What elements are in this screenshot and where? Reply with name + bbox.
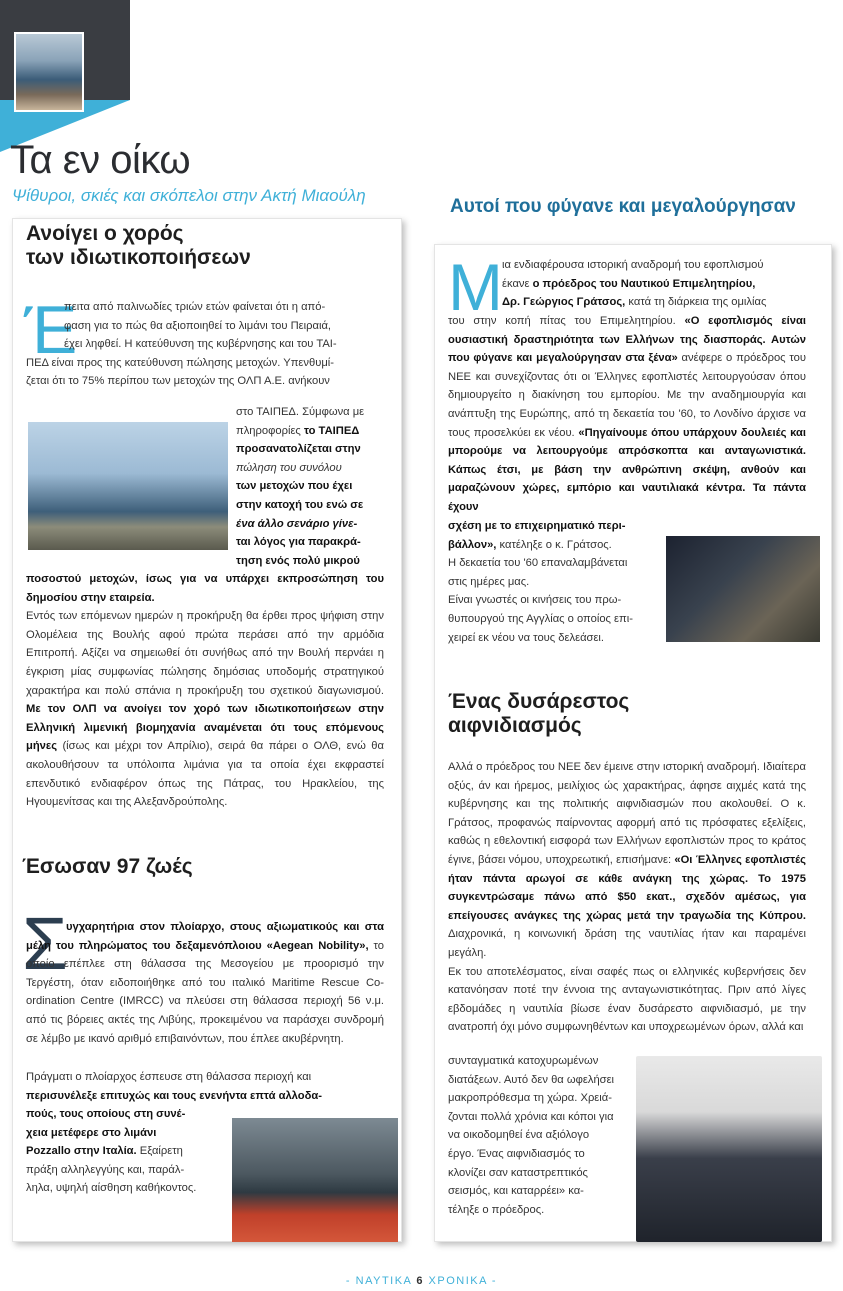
article1-side-line: τηση ενός πολύ μικρού	[236, 554, 360, 567]
article3-quote2: «Πηγαίνουμε όπου υπάρχουν δουλειές και μπορούμε να λειτουργούμε απρόσκοπτα και ανταγωνιστικά. Κάπως έτσι, με βάση την ανθρώπινη σκέψη, ανθούν και μαραζώνουν χώρες, εμπόριο και ναυτιλιακά κέντρα. Τα πάντα έχουν	[448, 426, 806, 513]
article1-line: ζεται ότι το 75% περίπου των μετοχών της ΟΛΠ Α.Ε. ανήκουν	[26, 375, 330, 388]
article3-bold-part: ο πρόεδρος του Ναυτικού Επιμελητηρίου,	[532, 277, 756, 290]
article4-side-line: συνταγματικά κατοχυρωμένων	[448, 1055, 599, 1067]
article4-title-line2: αιφνιδιασμός	[448, 713, 582, 737]
article3-side-line	[448, 536, 662, 555]
article2-title: Έσωσαν 97 ζωές	[22, 855, 193, 878]
article2-side-line: πράξη αλληλεγγύης και, παράλ-	[26, 1163, 185, 1176]
article1-title	[26, 222, 386, 269]
article1-paragraph2: Εντός των επόμενων ημερών η προκήρυξη θα έρθει προς ψήφιση στην Ολομέλεια της Βουλής αφού πρώτα περάσει από την αρμόδια Επιτροπή. Αξίζει να σημειωθεί ότι συνήθως από την Βουλή περνάει η έγκριση μίας συμφωνίας πώλησης δημόσιας υποδομής στρατηγικού χαρακτήρα και πολύ σπάνια η προκήρυξη του σχετικού διαγωνισμού.	[26, 610, 384, 697]
prime-minister-photo	[666, 536, 820, 642]
article4-paragraph2: Εκ του αποτελέσματος, είναι σαφές πως οι ελληνικές κυβερνήσεις δεν κατανόησαν ποτέ την έννοια της ανταγωνιστικότητας. Πριν από λίγες εβδομάδες η ναυτιλία βίωσε έναν δυσάρεστο αιφνιδιασμό, με την ανατροπή όχι μόνο συμφωνηθέντων και υποχρεωμένων όρων, αλλά και	[448, 965, 806, 1034]
article3-title: Αυτοί που φύγανε και μεγαλούργησαν	[450, 196, 796, 217]
article3-line	[502, 293, 806, 312]
article2-bold-lead: υγχαρητήρια στον πλοίαρχο, στους αξιωματικούς και στα μέλη του πληρώματος του δεξαμενόπλοιου «Aegean Nobility»,	[26, 921, 384, 952]
article3-side-line: Η δεκαετία του '60 επαναλαμβάνεται	[448, 557, 628, 570]
article2-side-line: ληλα, υψηλή αίσθηση καθήκοντος.	[26, 1182, 197, 1195]
article2-side-line: πούς, τους οποίους στη συνέ-	[26, 1108, 186, 1120]
article1-side-line-part: πληροφορίες	[236, 424, 301, 437]
header-port-photo	[14, 32, 84, 112]
article3-side-bold: βάλλον»,	[448, 538, 497, 551]
article3-side-text	[448, 517, 662, 647]
article4-side-line: σεισμός, και καταρρέει» κα-	[448, 1185, 584, 1198]
article3-side-tail: κατέληξε ο κ. Γράτσος.	[499, 538, 612, 551]
article4-quote: «Οι Έλληνες εφοπλιστές ήταν πάντα αρωγοί σε κάθε ανάγκη της χώρας. Το 1975 συγκεντρώσαμε πάνω από $50 εκατ., σχεδόν αμέσως, για επείγουσες ανάγκες της χώρας μετά την τραγωδία της Κύπρου.	[448, 853, 806, 922]
article1-side-line: των μετοχών που έχει	[236, 480, 353, 493]
page-footer	[0, 1275, 843, 1287]
article3-side-line: θυπουργού της Αγγλίας ο οποίος επι-	[448, 612, 633, 625]
article1-line: ΠΕΔ είναι προς της κατεύθυνση πώλησης μετοχών. Υπενθυμί-	[26, 356, 335, 369]
article2-side-bold: Pozzallo στην Ιταλία.	[26, 1145, 137, 1158]
article4-side-line: μακροπρόθεσμα τη χώρα. Χρειά-	[448, 1092, 612, 1105]
article3-top	[502, 256, 806, 312]
article2-paragraph1: το οποίο επέπλεε στη θάλασσα της Μεσογείου με προορισμό την Τεργέστη, όταν ειδοποιήθηκε από του ιταλικό Maritime Rescue Co-ordination Centre (IMRCC) να πλεύσει στη θάλασσα περιοχή 56 ν.μ. από τις βόρειες ακτές της Λιβύης, προκειμένου να παράσχει συνδρομή σε λέμβο με ικανό αριθμό επιβαινόντων, που έπλεε ακυβέρνητη.	[26, 939, 384, 1045]
article4-side-line: έργο. Ένας αιφνιδιασμός το	[448, 1147, 585, 1160]
article1-paragraph2-end: (ίσως και μέχρι τον Απρίλιο), σειρά θα πάρει ο ΟΛΘ, ενώ θα ακολουθήσουν τα υπόλοιπα λιμάνια για τα οποία έχει εκφραστεί επενδυτικό ενδιαφέρον όπως της Πάτρας, του Ηρακλείου, της Ηγουμενίτσας και της Αλεξανδρούπολης.	[26, 740, 384, 809]
article3-side-line: στις ημέρες μας.	[448, 575, 530, 588]
article4-title	[448, 690, 629, 737]
article1-paragraph2-bold: Με τον ΟΛΠ να ανοίγει τον χορό των ιδιωτικοποιήσεων στην Ελληνική λιμενική βιομηχανία αναμένεται ότι τους επόμενους μήνες	[26, 703, 384, 753]
article1-line: πειτα από παλινωδίες τριών ετών φαίνεται ότι η από-	[64, 301, 326, 313]
article3-dropcap: Μ	[448, 250, 503, 324]
article3-line	[502, 275, 806, 294]
article2-body	[26, 918, 384, 1048]
article4-body	[448, 758, 806, 1037]
article2-para2	[26, 1068, 384, 1105]
article1-side-line: προσανατολίζεται στην	[236, 443, 361, 456]
article1-side-line	[236, 422, 384, 441]
article4-paragraph1-end: Διαχρονικά, η κοινωνική δράση της ναυτιλίας ήταν και παραμένει μεγάλη.	[448, 928, 806, 959]
section-subtitle: Ψίθυροι, σκιές και σκόπελοι στην Ακτή Μιαούλη	[12, 186, 366, 205]
article3-line-part: έκανε	[502, 277, 530, 290]
article4-paragraph1: Αλλά ο πρόεδρος του ΝΕΕ δεν έμεινε στην ιστορική αναδρομή. Ιδιαίτερα οξύς, άν και ήρεμος, μειλίχιος ώς χαρακτήρας, άφησε αιχμές κατά της κυβέρνησης και της πολιτικής αιφνιδιασμών που ακολουθεί. Ο κ. Γράτσος, προφανώς παίρνοντας αφορμή από τις πρόσφατες εξελίξεις, καθώς η εθελοντική εισφορά των Ελλήνων εφοπλιστών προς το κράτος έγινε, βάσει νόμου, υποχρεωτική, επισήμανε:	[448, 761, 806, 866]
president-photo	[636, 1056, 822, 1242]
article2-side-line	[26, 1142, 226, 1161]
article1-body	[26, 570, 384, 812]
article2-bold-line: περισυνέλεξε επιτυχώς και τους ενενήντα επτά αλλοδα-	[26, 1089, 322, 1102]
article3-side-line: χειρεί εκ νέου να τους δελεάσει.	[448, 631, 605, 644]
article2-dropcap: Σ	[22, 902, 68, 985]
article3-bold-name: Δρ. Γεώργιος Γράτσος,	[502, 296, 626, 309]
article2-side-tail: Εξαίρετη	[139, 1145, 183, 1158]
article1-side-line: στην κατοχή του ενώ σε	[236, 498, 364, 511]
article1-side-bold: το ΤΑΙΠΕΔ	[303, 424, 360, 437]
article2-line: Πράγματι ο πλοίαρχος έσπευσε στη θάλασσα περιοχή και	[26, 1071, 312, 1083]
article4-side-line: διατάξεων. Αυτό δεν θα ωφελήσει	[448, 1073, 615, 1086]
article1-intro	[24, 292, 384, 391]
article4-side-line: να οικοδομηθεί ένα αξιόλογο	[448, 1129, 590, 1142]
article3-side-line: σχέση με το επιχειρηματικό περι-	[448, 520, 626, 532]
article1-bold-sentence: ποσοστού μετοχών, ίσως για να υπάρχει εκπροσώπηση του δημοσίου στην εταιρεία.	[26, 573, 384, 604]
article3-paragraph1-rest: ανέφερε ο πρόεδρος του ΝΕΕ και συνεχίζοντας ότι οι Έλληνες εφοπλιστές λειτουργούσαν όπου δημιουργείτο η διακίνηση του εμπορίου. Με την αναδημιουργία και ανάπτυξη της Ευρώπης, από τη δεκαετία του '60, το Λονδίνο άρχισε να τους προσελκύει εκ νέου.	[448, 352, 806, 439]
article1-line: έχει ληφθεί. Η κατεύθυνση της κυβέρνησης και του ΤΑΙ-	[64, 338, 337, 351]
port-cranes-photo	[28, 422, 228, 550]
article2-side-line: χεια μετέφερε στο λιμάνι	[26, 1126, 157, 1139]
section-title: Τα εν οίκω	[10, 138, 191, 182]
footer-right-text: ΧΡΟΝΙΚΑ -	[428, 1275, 498, 1287]
article1-side-line: πώληση του συνόλου	[236, 461, 342, 474]
article3-line: ια ενδιαφέρουσα ιστορική αναδρομή του εφοπλισμού	[502, 259, 764, 271]
article1-line: φαση για το πώς θα αξιοποιηθεί το λιμάνι του Πειραιά,	[64, 319, 332, 332]
article4-title-line1: Ένας δυσάρεστος	[448, 690, 630, 713]
article1-side-line: ται λόγος για παρακρά-	[236, 536, 361, 549]
article3-quote1: «Ο εφοπλισμός είναι ουσιαστική δραστηριότητα των Ελλήνων της διασποράς. Αυτών που φύγανε και μεγαλούργησαν στα ξένα»	[448, 315, 806, 365]
article1-side-line: στο ΤΑΙΠΕΔ. Σύμφωνα με	[236, 406, 365, 418]
footer-left-text: - ΝΑΥΤΙΚΑ	[345, 1275, 412, 1287]
article2-side-text	[26, 1105, 226, 1198]
article1-side-text	[236, 403, 384, 570]
article1-side-line: ένα άλλο σενάριο γίνε-	[236, 517, 358, 530]
article1-title-line1: Ανοίγει ο χορός	[26, 222, 184, 245]
article4-side-line: κλονίζει σαν καταστρεπτικός	[448, 1166, 588, 1179]
rescue-ship-photo	[232, 1118, 398, 1242]
article3-paragraph1: του στην κοπή πίτας του Επιμελητηρίου.	[448, 315, 676, 327]
page-number: 6	[416, 1275, 424, 1287]
article3-body	[448, 312, 806, 517]
article1-title-line2: των ιδιωτικοποιήσεων	[26, 245, 251, 269]
article3-top-tail: κατά τη διάρκεια της ομιλίας	[628, 296, 767, 309]
article3-side-line: Είναι γνωστές οι κινήσεις του πρω-	[448, 594, 622, 607]
article1-dropcap: Έ	[24, 292, 78, 368]
article4-side-line: ζονται πολλά χρόνια και κόποι για	[448, 1110, 614, 1123]
article4-side-text	[448, 1052, 644, 1219]
article4-side-line: τέληξε ο πρόεδρος.	[448, 1203, 545, 1216]
